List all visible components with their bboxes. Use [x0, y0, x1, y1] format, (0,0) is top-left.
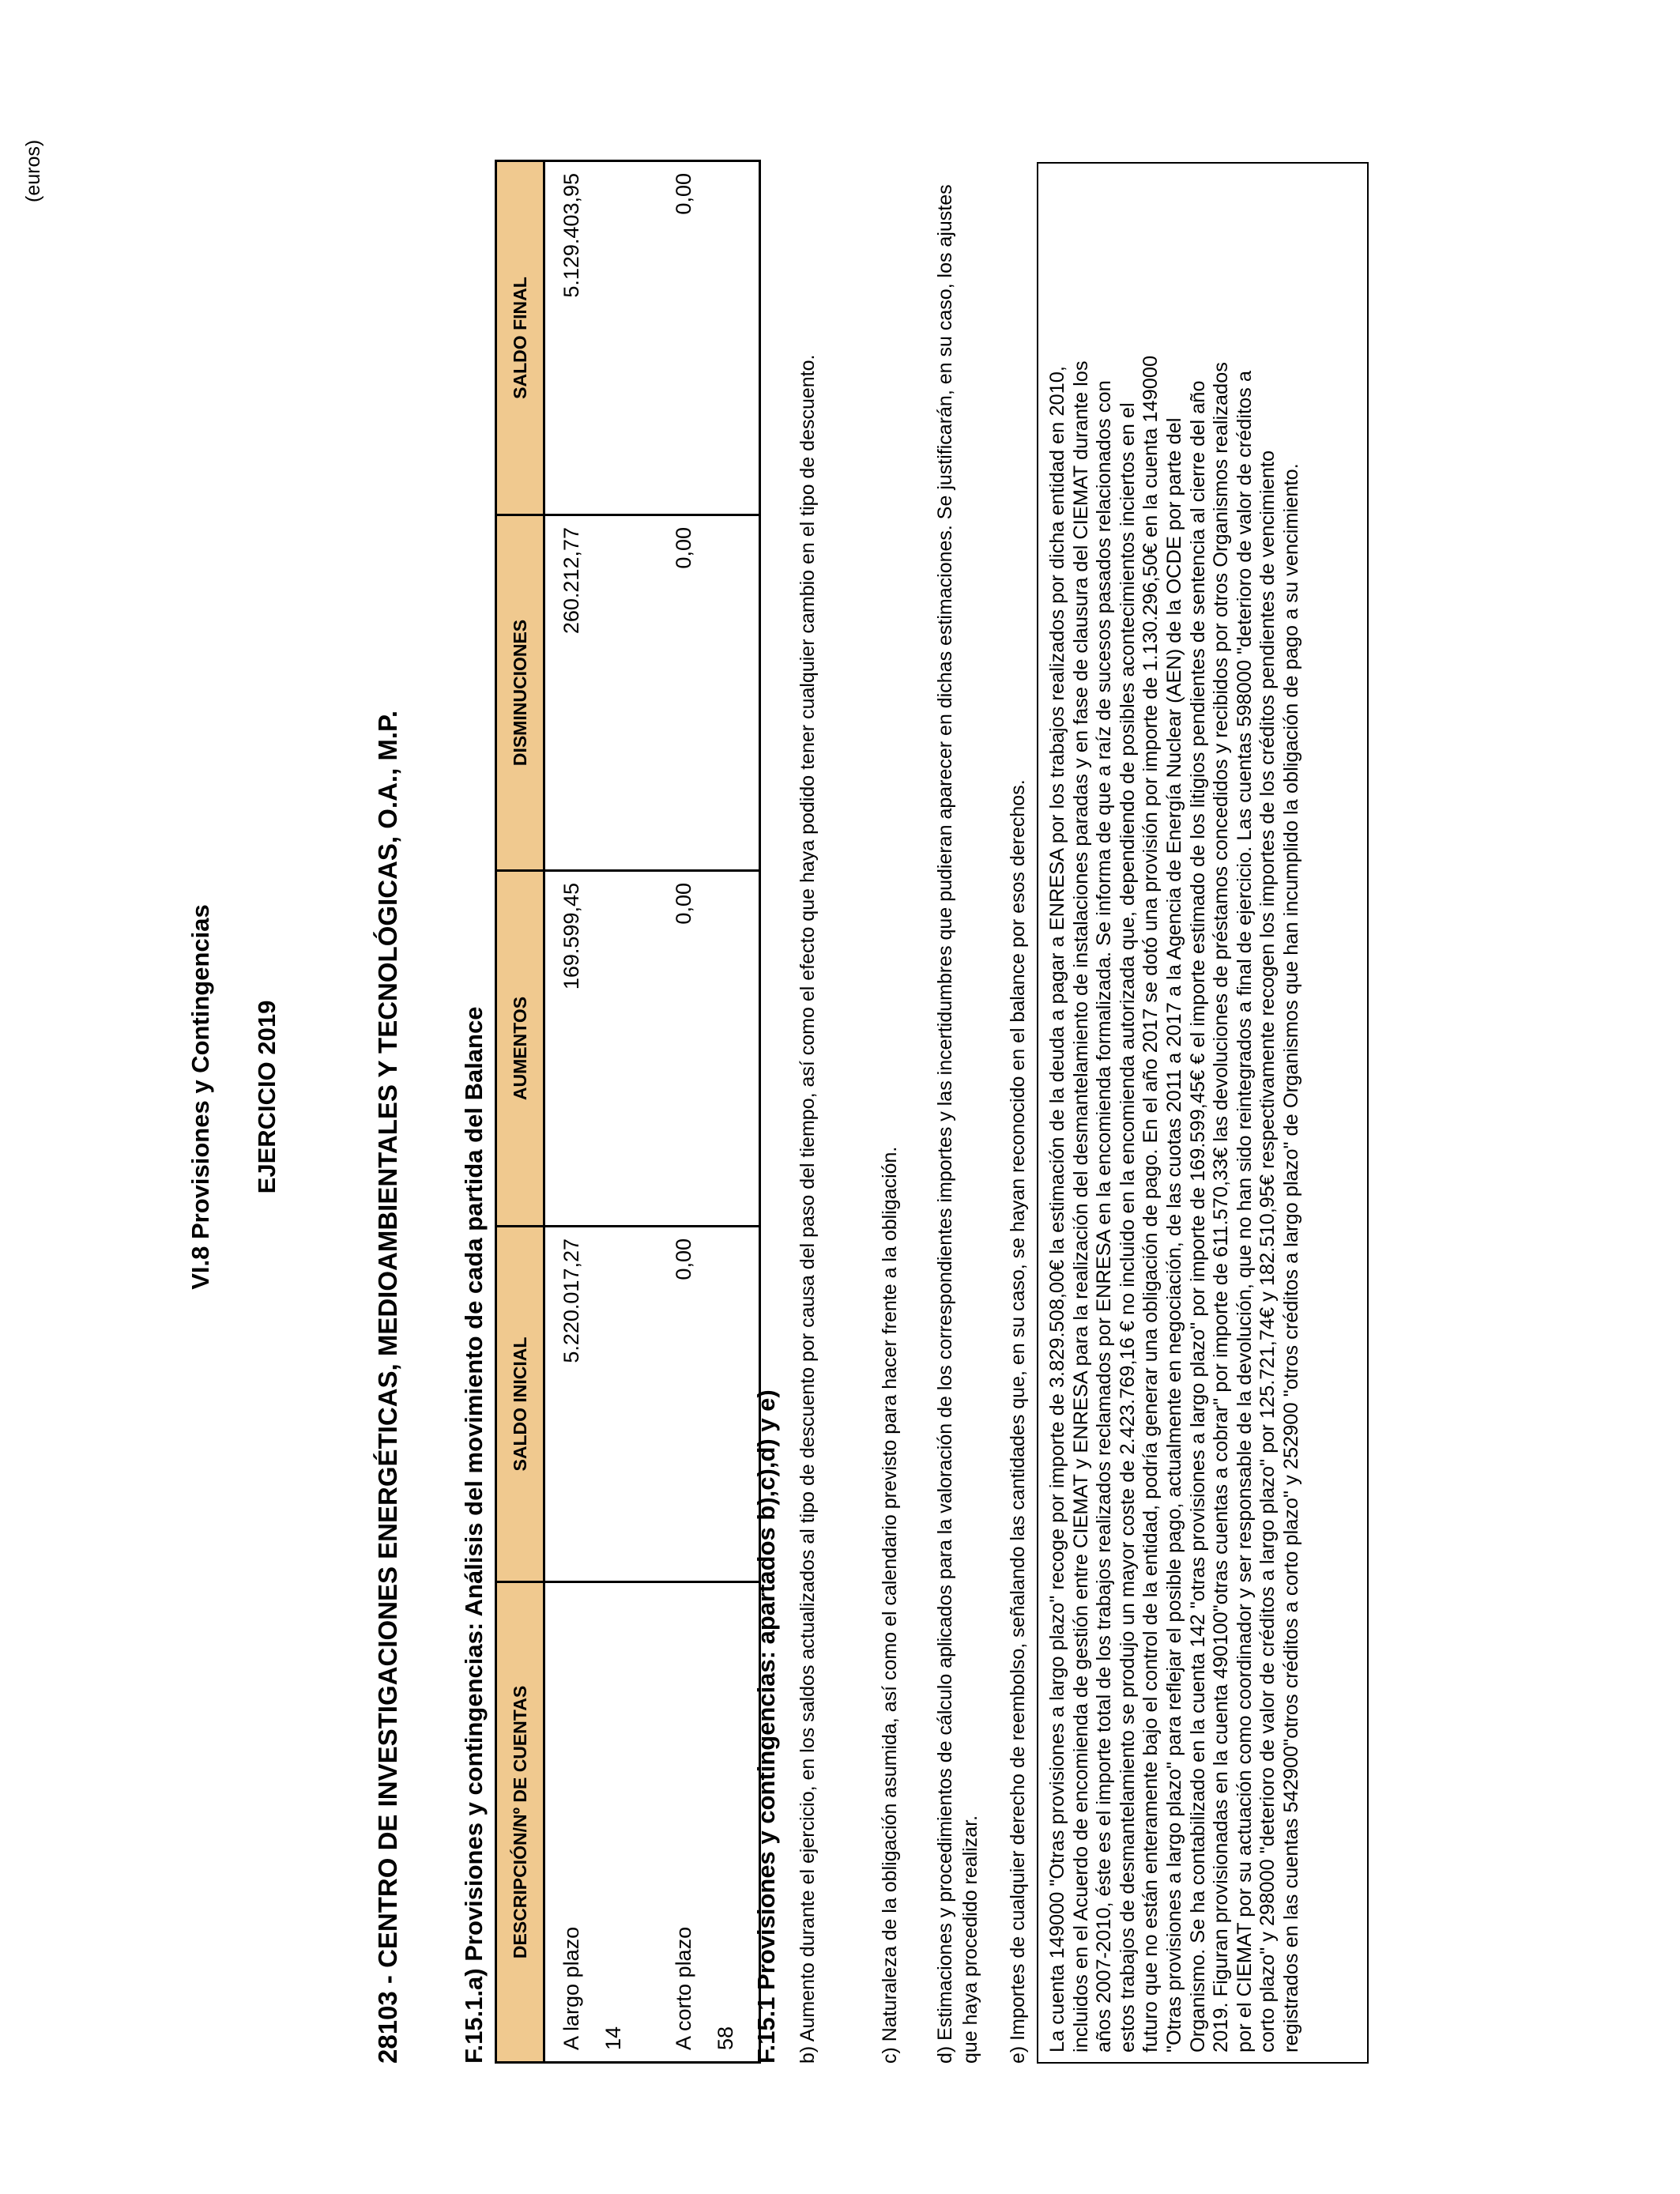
exercise-title: EJERCICIO 2019: [253, 1000, 281, 1194]
col-header-saldo-final: SALDO FINAL: [496, 161, 544, 515]
cell-aumentos: 169.599,45: [544, 871, 663, 1227]
cell-disminuciones: 0,00: [662, 515, 760, 871]
movement-table-title: F.15.1.a) Provisiones y contingencias: Análisis del movimiento de cada partida del Balance: [460, 1006, 488, 2064]
sections-title: F.15.1 Provisiones y contingencias: apartados b),c),d) y e): [752, 1389, 780, 2064]
cell-saldo-final: 5.129.403,95: [544, 161, 663, 515]
cell-saldo-final: 0,00: [662, 161, 760, 515]
note-line: La cuenta 149000 "Otras provisiones a largo plazo" recoge por importe de 3.829.508,00€ la estimación de la deuda a pagar a ENRESA por los trabajos realizados por dicha entidad en 2010,: [1046, 366, 1068, 2053]
note-line: corto plazo" y 298000 "deterioro de valor de créditos a largo plazo" por 125.721,74€ y 182.510,95€ respectivamente recogen los importes de los créditos pendientes de vencimiento: [1256, 450, 1279, 2053]
paragraph-e: e) Importes de cualquier derecho de reembolso, señalando las cantidades que, en su caso, se hayan reconocido en el balance por esos derechos.: [1007, 779, 1029, 2064]
col-header-aumentos: AUMENTOS: [496, 871, 544, 1227]
table-row: [662, 161, 760, 2063]
row-account: 14: [601, 2026, 625, 2050]
note-line: futuro que no están enteramente bajo el control de la entidad, podría generar una obligación de pago. En el año 2017 se dotó una provisión por importe de 1.130.296,50€ en la cuenta 149000: [1139, 355, 1162, 2053]
row-description: [662, 1582, 760, 2063]
row-account: 58: [714, 2026, 737, 2050]
cell-disminuciones: 260.212,77: [544, 515, 663, 871]
row-description: [544, 1582, 663, 2063]
note-line: estos trabajos de desmantelamiento se produjo un mayor coste de 2.423.769,16 € no incluido en la encomienda autorizada que, dependiendo de posibles acontecimientos inciertos en el: [1116, 402, 1139, 2053]
note-line: por el CIEMAT por su actuación como coordinador y ser responsable de la devolución, que no han sido reintegrados a final de ejercicio. Las cuentas 598000 "deterioro de valor de créditos a: [1233, 370, 1256, 2053]
note-line: "Otras provisiones a largo plazo" para reflejar el posible pago, actualmente en negociación, de las cuotas 2011 a 2017 a la Agencia de Energía Nuclear (AEN) de la OCDE por parte del: [1162, 417, 1185, 2053]
note-line: Organismo. Se ha contabilizado en la cuenta 142 "otras provisiones a largo plazo" por importe de 169.599,45€ € el importe estimado de los litigios pendientes de sentencia al cierre del año: [1186, 380, 1209, 2053]
note-line: 2019. Figuran provisionadas en la cuenta 490100"otras cuentas a cobrar" por importe de 611.570,33€ las devoluciones de préstamos concedidos y recibidos por otros Organismos realizados: [1210, 362, 1233, 2053]
movement-table: [495, 160, 761, 2064]
paragraph-d: d) Estimaciones y procedimientos de cálculo aplicados para la valoración de los correspondientes importes y las incertidumbres que pudieran aparecer en dichas estimaciones. Se justificarán, en su caso, los ajustes que haya procedido realizar.: [934, 184, 981, 2064]
cell-saldo-inicial: 0,00: [662, 1227, 760, 1582]
section-title: VI.8 Provisiones y Contingencias: [186, 904, 214, 1290]
paragraph-c: c) Naturaleza de la obligación asumida, así como el calendario previsto para hacer frente a la obligación.: [879, 1146, 901, 2064]
table-header-row: [496, 161, 544, 2063]
table-row: [544, 161, 663, 2063]
cell-saldo-inicial: 5.220.017,27: [544, 1227, 663, 1582]
note-box-text: [1046, 173, 1304, 2053]
note-line: años 2007-2010, éste es el importe total de los trabajos realizados reclamados por ENRESA en la encomienda formalizada. Se informa de que a raíz de sucesos pasados relacionados con: [1093, 380, 1116, 2053]
note-line: incluidos en el Acuerdo de encomienda de gestión entre CIEMAT y ENRESA para la realización del desmantelamiento de instalaciones paradas y en fase de clausura del CIEMAT durante los: [1069, 360, 1092, 2053]
entity-name: 28103 - CENTRO DE INVESTIGACIONES ENERGÉTICAS, MEDIOAMBIENTALES Y TECNOLÓGICAS, O.A., M.P.: [373, 711, 402, 2064]
row-description-text: A largo plazo: [559, 1926, 583, 2050]
col-header-disminuciones: DISMINUCIONES: [496, 515, 544, 871]
currency-note: (euros): [22, 139, 44, 202]
note-line: registrados en las cuentas 542900"otros créditos a corto plazo" y 252900 "otros créditos a largo plazo" de Organismos que han incumplido la obligación de pago a su vencimiento.: [1279, 463, 1302, 2053]
paragraph-b: b) Aumento durante el ejercicio, en los saldos actualizados al tipo de descuento por causa del paso del tiempo, así como el efecto que haya podido tener cualquier cambio en el tipo de descuento.: [797, 354, 819, 2064]
cell-aumentos: 0,00: [662, 871, 760, 1227]
note-box: [1037, 162, 1369, 2064]
col-header-saldo-inicial: SALDO INICIAL: [496, 1227, 544, 1582]
col-header-description: DESCRIPCIÓN/Nº DE CUENTAS: [496, 1582, 544, 2063]
row-description-text: A corto plazo: [672, 1926, 695, 2050]
